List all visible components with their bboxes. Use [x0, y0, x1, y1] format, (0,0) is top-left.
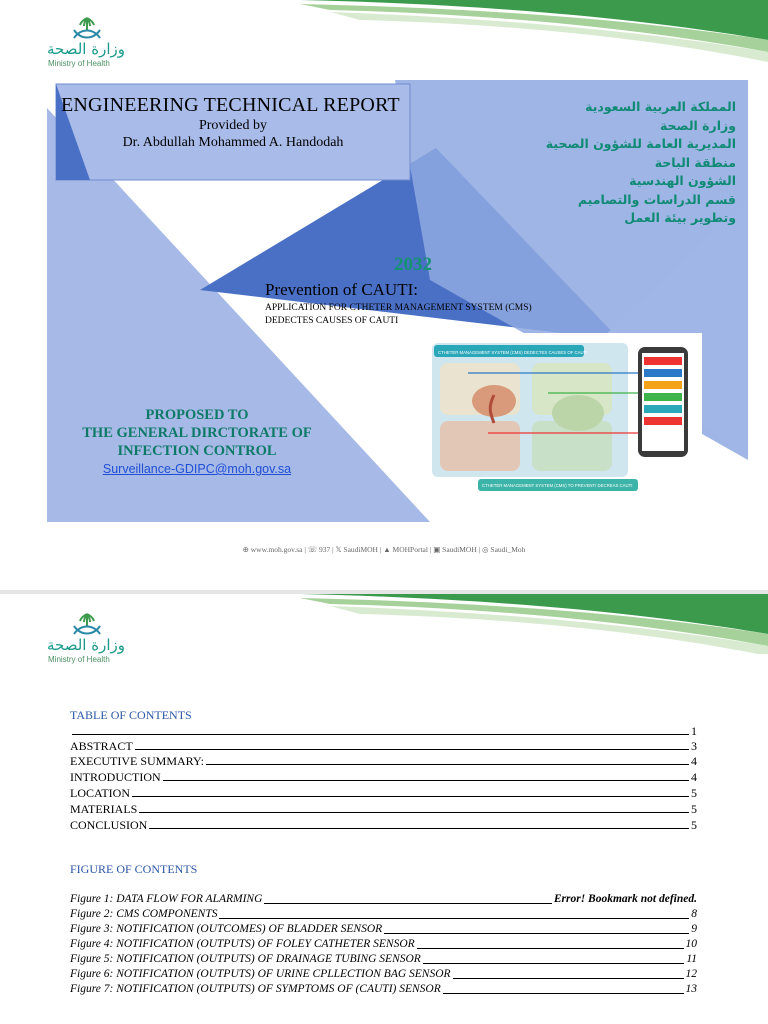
logo-arabic: وزارة الصحة: [47, 40, 125, 58]
moh-logo: [46, 612, 126, 668]
figure-entry[interactable]: [70, 982, 697, 997]
toc-entry-label: MATERIALS: [70, 802, 138, 816]
logo-english: Ministry of Health: [48, 655, 110, 664]
figure-entry-label: Figure 5: NOTIFICATION (OUTPUTS) OF DRAINAGE TUBING SENSOR: [70, 953, 421, 965]
proposed-line: PROPOSED TO: [145, 407, 249, 423]
toc-entry-page: 1: [691, 724, 697, 738]
report-title-box: [56, 84, 410, 180]
toc-entry-page: 4: [691, 770, 697, 784]
prevention-subtitle: [265, 302, 532, 327]
arabic-line: المملكة العربية السعودية: [585, 99, 736, 114]
figure-entry-page: 10: [685, 938, 697, 950]
toc-entry[interactable]: [70, 739, 697, 753]
logo-arabic: وزارة الصحة: [47, 636, 125, 654]
toc-entry[interactable]: [70, 770, 697, 784]
vision-year: 2032: [394, 254, 432, 275]
arabic-line: وزارة الصحة: [659, 117, 736, 133]
cms-diagram-image: [428, 333, 702, 493]
toc-entry[interactable]: [70, 724, 697, 738]
figures-heading: FIGURE OF CONTENTS: [70, 862, 198, 876]
proposed-line: THE GENERAL DIRCTORATE OF: [82, 425, 312, 441]
arabic-line: وتطوير بيئة العمل: [624, 210, 736, 225]
figure-entry-page: 9: [691, 923, 697, 935]
toc-entry[interactable]: [70, 802, 697, 816]
contents-page: [0, 594, 768, 1024]
toc-entry[interactable]: [70, 754, 697, 768]
toc-entry-label: EXECUTIVE SUMMARY:: [70, 754, 204, 768]
figure-entry[interactable]: [70, 922, 697, 937]
figure-entry[interactable]: [70, 952, 697, 967]
figure-entry-label: Figure 4: NOTIFICATION (OUTPUTS) OF FOLEY CATHETER SENSOR: [70, 938, 415, 950]
report-title: ENGINEERING TECHNICAL REPORT: [61, 94, 400, 116]
contact-email-link[interactable]: Surveillance-GDIPC@moh.gov.sa: [102, 462, 292, 476]
toc-entry-page: 5: [691, 802, 697, 816]
proposed-to-block: [60, 406, 334, 460]
toc-entry-page: 4: [691, 754, 697, 768]
moh-palm-swords-icon: [72, 612, 102, 638]
figure-entry[interactable]: [70, 892, 697, 907]
figure-entry[interactable]: [70, 967, 697, 982]
cover-footer-social: ⊕ www.moh.gov.sa | ☏ 937 | 𝕏 SaudiMOH | ▲ MOHPortal | ▣ SaudiMOH | ◎ Saudi_Moh: [242, 545, 526, 554]
figure-top-caption: CTHETER MANAGEMENT SYSTEM (CMS) DEDECTES CAUSES OF CAUTI: [438, 350, 588, 355]
toc-entry-label: CONCLUSION: [70, 818, 148, 832]
toc-entry[interactable]: [70, 786, 697, 800]
toc-heading: TABLE OF CONTENTS: [70, 708, 192, 722]
toc-entry[interactable]: [70, 818, 697, 832]
moh-logo: [46, 16, 126, 72]
moh-palm-swords-icon: [72, 16, 102, 42]
toc-entry-label: INTRODUCTION: [70, 770, 161, 784]
provided-by: Provided by: [198, 118, 268, 133]
figure-entry-page: 12: [685, 968, 697, 980]
figure-entry[interactable]: [70, 937, 697, 952]
arabic-organization-block: [500, 98, 736, 228]
arabic-line: المديرية العامة للشؤون الصحية: [545, 136, 736, 151]
proposed-line: INFECTION CONTROL: [117, 443, 277, 459]
prevention-title: Prevention of CAUTI:: [265, 280, 418, 299]
figure-entry-label: Figure 1: DATA FLOW FOR ALARMING: [70, 893, 263, 905]
toc-entry-page: 3: [691, 739, 697, 753]
prevention-subtitle-line: APPLICATION FOR CTHETER MANAGEMENT SYSTEM (CMS): [265, 303, 532, 313]
figure-entry-label: Figure 2: CMS COMPONENTS: [70, 908, 218, 920]
toc-entry-page: 5: [691, 786, 697, 800]
figure-entry[interactable]: [70, 907, 697, 922]
figure-entry-label: Figure 6: NOTIFICATION (OUTPUTS) OF URINE CPLLECTION BAG SENSOR: [70, 968, 451, 980]
figure-entry-page: 8: [691, 908, 697, 920]
figure-entry-page: 11: [686, 953, 697, 965]
figure-entry-label: Figure 7: NOTIFICATION (OUTPUTS) OF SYMPTOMS OF (CAUTI) SENSOR: [70, 983, 441, 995]
arabic-line: منطقة الباحة: [654, 154, 736, 170]
prevention-subtitle-line: DEDECTES CAUSES OF CAUTI: [265, 315, 399, 326]
logo-english: Ministry of Health: [48, 59, 110, 68]
arabic-line: قسم الدراسات والتصاميم: [577, 191, 736, 207]
author-name: Dr. Abdullah Mohammed A. Handodah: [122, 135, 344, 150]
toc-entry-label: ABSTRACT: [70, 739, 133, 753]
arabic-line: الشؤون الهندسية: [629, 173, 736, 188]
figure-entry-page: Error! Bookmark not defined.: [553, 893, 697, 905]
figure-bottom-caption: CTHETER MANAGEMENT SYSTEM (CMS) TO PREVENT/ DECREAS CAUTI: [482, 483, 633, 488]
toc-entry-label: LOCATION: [70, 786, 130, 800]
figure-entry-label: Figure 3: NOTIFICATION (OUTCOMES) OF BLADDER SENSOR: [70, 923, 383, 935]
figure-entry-page: 13: [685, 983, 697, 995]
toc-entry-page: 5: [691, 818, 697, 832]
